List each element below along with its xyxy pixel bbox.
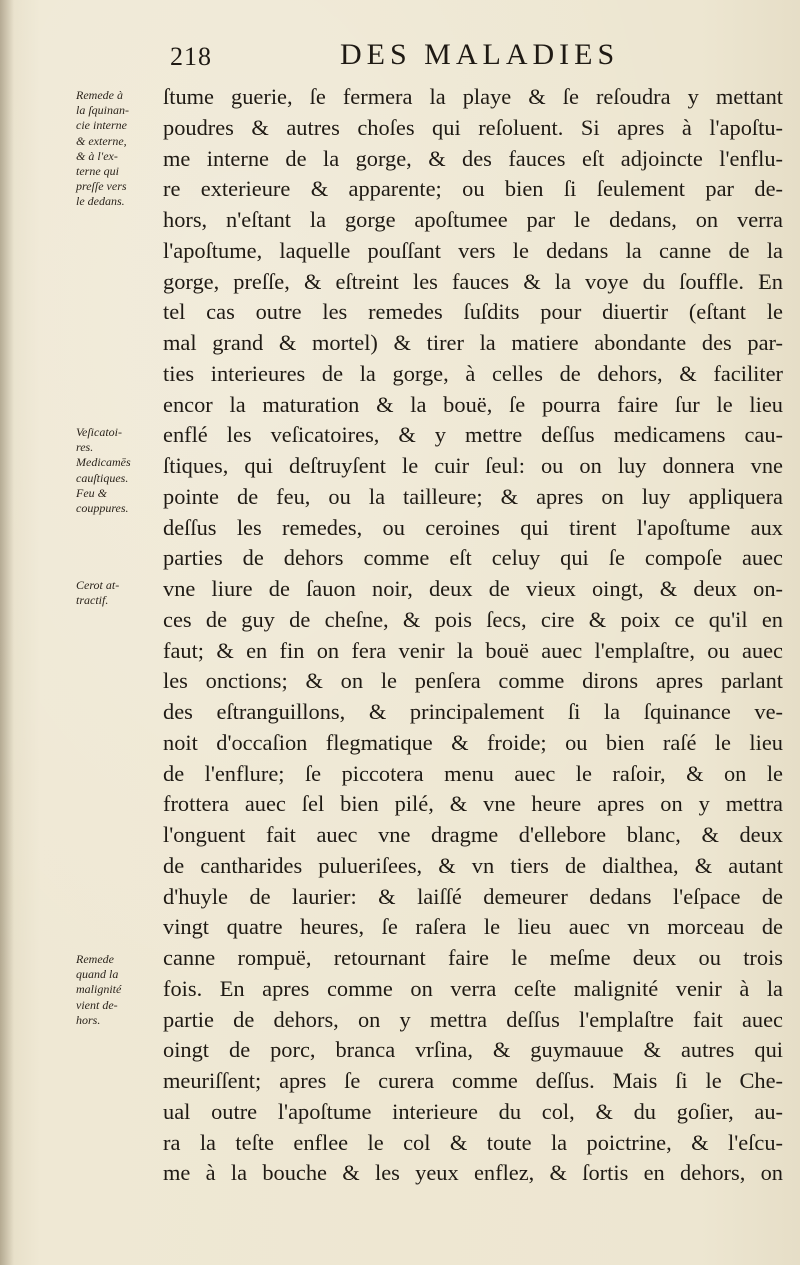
margin-note-line: couppures.: [76, 501, 129, 516]
margin-note-line: Feu &: [76, 485, 107, 500]
text-line: les onctions; & on le penſera comme dirons apres parlant: [163, 668, 783, 694]
margin-note-line: & à l'ex-: [76, 148, 118, 163]
text-line: des eſtranguillons, & principalement ſi la ſquinance ve-: [163, 699, 783, 724]
margin-note-cerot-attractif: [76, 578, 166, 608]
margin-note-vesicatoires: [76, 425, 166, 516]
margin-note-line: vient de-: [76, 997, 118, 1012]
text-line: me à la bouche & les yeux enflez, & ſortis en dehors, on: [163, 1160, 783, 1186]
text-line: ties interieures de la gorge, à celles de dehors, & faciliter: [163, 360, 783, 386]
text-line: deſſus les remedes, ou ceroines qui tirent l'apoſtume aux: [163, 514, 783, 540]
margin-note-line: malignité: [76, 982, 122, 997]
text-line: partie de dehors, on y mettra deſſus l'emplaſtre fait auec: [163, 1006, 783, 1032]
text-line: poudres & autres choſes qui reſoluent. Si apres à l'apoſtu-: [163, 114, 783, 140]
running-title: DES MALADIES: [340, 38, 620, 71]
text-line: ſtume guerie, ſe fermera la playe & ſe reſoudra y mettant: [163, 84, 783, 109]
margin-note-line: terne qui: [76, 164, 119, 179]
text-line: fois. En apres comme on verra ceſte malignité venir à la: [163, 975, 783, 1001]
text-line: encor la maturation & la bouë, ſe pourra faire ſur le lieu: [163, 391, 783, 417]
text-line: tel cas outre les remedes ſuſdits pour diuertir (eſtant le: [163, 299, 783, 325]
margin-note-line: cie interne: [76, 118, 127, 133]
text-line: re exterieure & apparente; ou bien ſi ſeulement par de-: [163, 176, 783, 202]
body-text: [163, 82, 783, 1189]
text-line: l'apoſtume, laquelle pouſſant vers le dedans la canne de la: [163, 237, 783, 263]
margin-note-line: Medicamēs: [76, 455, 131, 470]
text-line: me interne de la gorge, & des fauces eſt adjoincte l'enflu-: [163, 145, 783, 171]
text-line: ces de guy de cheſne, & pois ſecs, cire & poix ce qu'il en: [163, 606, 783, 632]
margin-note-line: Cerot at-: [76, 578, 120, 592]
text-line: l'onguent fait auec vne dragme d'ellebore blanc, & deux: [163, 822, 783, 847]
text-line: gorge, preſſe, & eſtreint les fauces & la voye du ſouffle. En: [163, 268, 783, 294]
margin-note-line: hors.: [76, 1012, 101, 1027]
margin-note-remede-squinancie: [76, 88, 166, 210]
gutter-shadow: [0, 0, 14, 1265]
margin-note-line: res.: [76, 440, 94, 455]
text-line: ual outre l'apoſtume interieure du col, & du goſier, au-: [163, 1098, 783, 1124]
text-line: vne liure de ſauon noir, deux de vieux oingt, & deux on-: [163, 576, 783, 601]
text-line: enflé les veſicatoires, & y mettre deſſus medicamens cau-: [163, 422, 783, 448]
text-line: ra la teſte enflee le col & toute la poictrine, & l'eſcu-: [163, 1129, 783, 1155]
text-line: oingt de porc, branca vrſina, & guymauue & autres qui: [163, 1037, 783, 1063]
margin-note-line: tractif.: [76, 593, 109, 608]
text-line: noit d'occaſion flegmatique & froide; ou bien raſé le lieu: [163, 729, 783, 755]
text-line: de cantharides pulueriſees, & vn tiers de dialthea, & autant: [163, 852, 783, 878]
margin-note-line: le dedans.: [76, 194, 125, 209]
margin-note-line: preſſe vers: [76, 179, 127, 194]
text-line: vingt quatre heures, ſe raſera le lieu auec vn morceau de: [163, 914, 783, 940]
margin-note-line: Remede à: [76, 88, 123, 102]
text-line: pointe de feu, ou la tailleure; & apres on luy appliquera: [163, 483, 783, 509]
running-head: [170, 38, 790, 78]
text-line: mal grand & mortel) & tirer la matiere abondante des par-: [163, 330, 783, 355]
page-number: 218: [170, 42, 212, 71]
text-line: meuriſſent; apres ſe curera comme deſſus. Mais ſi le Che-: [163, 1068, 783, 1093]
text-line: d'huyle de laurier: & laiſſé demeurer dedans l'eſpace de: [163, 883, 783, 909]
margin-note-remede-malignite: [76, 952, 166, 1028]
text-line: parties de dehors comme eſt celuy qui ſe compoſe auec: [163, 545, 783, 571]
margin-note-line: la ſquinan-: [76, 103, 129, 118]
text-line: frottera auec ſel bien pilé, & vne heure apres on y mettra: [163, 791, 783, 817]
margin-note-line: Veſicatoi-: [76, 425, 122, 439]
margin-note-line: cauſtiques.: [76, 470, 129, 485]
text-line: faut; & en fin on fera venir la bouë auec l'emplaſtre, ou auec: [163, 637, 783, 663]
text-line: ſtiques, qui deſtruyſent le cuir ſeul: ou on luy donnera vne: [163, 453, 783, 478]
text-line: de l'enflure; ſe piccotera menu auec le raſoir, & on le: [163, 760, 783, 786]
margin-note-line: & externe,: [76, 133, 127, 148]
text-line: canne rompuë, retournant faire le meſme deux ou trois: [163, 945, 783, 970]
margin-note-line: quand la: [76, 967, 119, 982]
margin-note-line: Remede: [76, 952, 114, 966]
text-line: hors, n'eſtant la gorge apoſtumee par le dedans, on verra: [163, 207, 783, 232]
